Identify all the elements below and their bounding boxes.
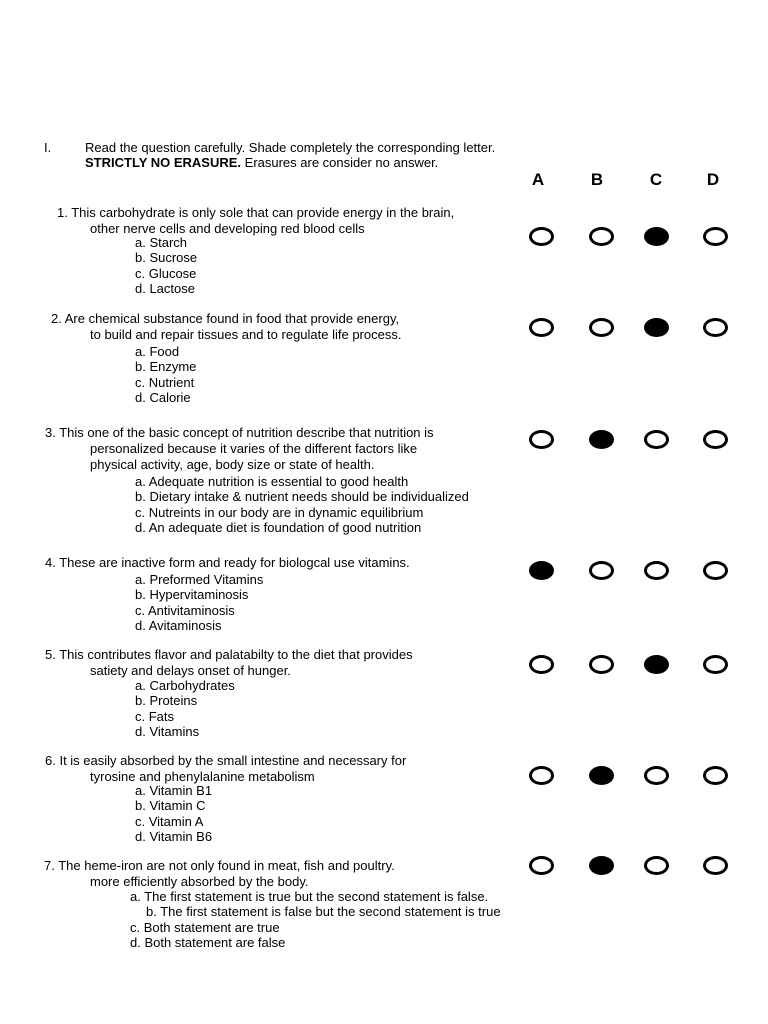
question-1-option-b: b. Sucrose: [135, 250, 198, 266]
instructions-number: I.: [44, 140, 52, 155]
choice-header-a: A: [531, 170, 545, 189]
answer-bubble-q4-c[interactable]: [644, 561, 669, 580]
answer-bubble-q4-a[interactable]: [529, 561, 554, 580]
answer-bubble-q5-a[interactable]: [529, 655, 554, 674]
question-6-option-a: a. Vitamin B1: [135, 783, 213, 798]
question-3-option-b: b. Dietary intake & nutrient needs should be individualized: [135, 489, 469, 505]
answer-bubble-q7-c[interactable]: [644, 856, 669, 875]
question-3-text: physical activity, age, body size or state of health.: [90, 457, 375, 472]
question-2-option-b: b. Enzyme: [135, 359, 197, 375]
question-1-option-a: a. Starch: [135, 235, 188, 250]
answer-bubble-q7-a[interactable]: [529, 856, 554, 875]
answer-bubble-q5-c[interactable]: [644, 655, 669, 674]
question-7-option-a: a. The first statement is true but the second statement is false.: [130, 889, 489, 904]
choice-header-b: B: [590, 170, 604, 189]
question-5-option-d: d. Vitamins: [135, 723, 200, 739]
question-3-option-d: d. An adequate diet is foundation of good nutrition: [135, 519, 422, 535]
question-7-text: more efficiently absorbed by the body.: [90, 874, 309, 889]
question-3-option-a: a. Adequate nutrition is essential to good health: [135, 474, 409, 489]
answer-bubble-q5-d[interactable]: [703, 655, 728, 674]
answer-bubble-q2-d[interactable]: [703, 318, 728, 337]
answer-bubble-q1-d[interactable]: [703, 227, 728, 246]
answer-bubble-q4-d[interactable]: [703, 561, 728, 580]
question-3-text: 3. This one of the basic concept of nutrition describe that nutrition is: [45, 425, 434, 440]
question-5-option-c: c. Fats: [135, 708, 175, 724]
instructions-line-2: [85, 155, 438, 170]
question-6-option-c: c. Vitamin A: [135, 813, 204, 829]
question-5-option-a: a. Carbohydrates: [135, 678, 235, 693]
choice-header-d: D: [706, 170, 720, 189]
answer-bubble-q1-b[interactable]: [589, 227, 614, 246]
answer-bubble-q1-c[interactable]: [644, 227, 669, 246]
question-4-option-a: a. Preformed Vitamins: [135, 572, 264, 587]
question-4-text: 4. These are inactive form and ready for biologcal use vitamins.: [45, 555, 410, 570]
answer-bubble-q6-c[interactable]: [644, 766, 669, 785]
question-1-option-d: d. Lactose: [135, 280, 195, 296]
answer-bubble-q2-b[interactable]: [589, 318, 614, 337]
question-6-text: 6. It is easily absorbed by the small intestine and necessary for: [45, 753, 407, 768]
question-6-text: tyrosine and phenylalanine metabolism: [90, 769, 315, 784]
answer-bubble-q3-d[interactable]: [703, 430, 728, 449]
answer-bubble-q7-d[interactable]: [703, 856, 728, 875]
question-7-option-d: d. Both statement are false: [130, 934, 286, 950]
erasure-note: Erasures are consider no answer.: [241, 155, 439, 170]
question-2-text: 2. Are chemical substance found in food that provide energy,: [51, 311, 400, 326]
instructions-line-1: Read the question carefully. Shade completely the corresponding letter.: [85, 140, 496, 155]
answer-bubble-q4-b[interactable]: [589, 561, 614, 580]
question-6-option-d: d. Vitamin B6: [135, 828, 213, 844]
question-4-option-d: d. Avitaminosis: [135, 617, 222, 633]
question-7-option-b: b. The first statement is false but the second statement is true: [146, 904, 501, 920]
question-4-option-b: b. Hypervitaminosis: [135, 587, 249, 603]
question-1-option-c: c. Glucose: [135, 265, 197, 281]
question-1-text: other nerve cells and developing red blood cells: [90, 221, 365, 236]
question-5-text: 5. This contributes flavor and palatabilty to the diet that provides: [45, 647, 413, 662]
question-1-text: 1. This carbohydrate is only sole that can provide energy in the brain,: [57, 205, 455, 220]
answer-bubble-q6-b[interactable]: [589, 766, 614, 785]
answer-bubble-q3-b[interactable]: [589, 430, 614, 449]
question-4-option-c: c. Antivitaminosis: [135, 602, 235, 618]
no-erasure-warning: STRICTLY NO ERASURE.: [85, 155, 242, 170]
question-6-option-b: b. Vitamin C: [135, 798, 206, 814]
choice-header-c: C: [649, 170, 663, 189]
answer-bubble-q5-b[interactable]: [589, 655, 614, 674]
answer-bubble-q3-a[interactable]: [529, 430, 554, 449]
question-5-option-b: b. Proteins: [135, 693, 198, 709]
answer-bubble-q6-a[interactable]: [529, 766, 554, 785]
question-3-text: personalized because it varies of the different factors like: [90, 441, 418, 456]
answer-bubble-q1-a[interactable]: [529, 227, 554, 246]
question-2-text: to build and repair tissues and to regulate life process.: [90, 327, 402, 342]
question-2-option-d: d. Calorie: [135, 389, 191, 405]
answer-bubble-q2-c[interactable]: [644, 318, 669, 337]
question-5-text: satiety and delays onset of hunger.: [90, 663, 291, 678]
answer-bubble-q3-c[interactable]: [644, 430, 669, 449]
answer-bubble-q2-a[interactable]: [529, 318, 554, 337]
question-7-text: 7. The heme-iron are not only found in meat, fish and poultry.: [44, 858, 395, 873]
question-2-option-a: a. Food: [135, 344, 180, 359]
question-3-option-c: c. Nutreints in our body are in dynamic equilibrium: [135, 504, 424, 520]
answer-bubble-q7-b[interactable]: [589, 856, 614, 875]
question-7-option-c: c. Both statement are true: [130, 919, 280, 935]
question-2-option-c: c. Nutrient: [135, 374, 195, 390]
answer-bubble-q6-d[interactable]: [703, 766, 728, 785]
